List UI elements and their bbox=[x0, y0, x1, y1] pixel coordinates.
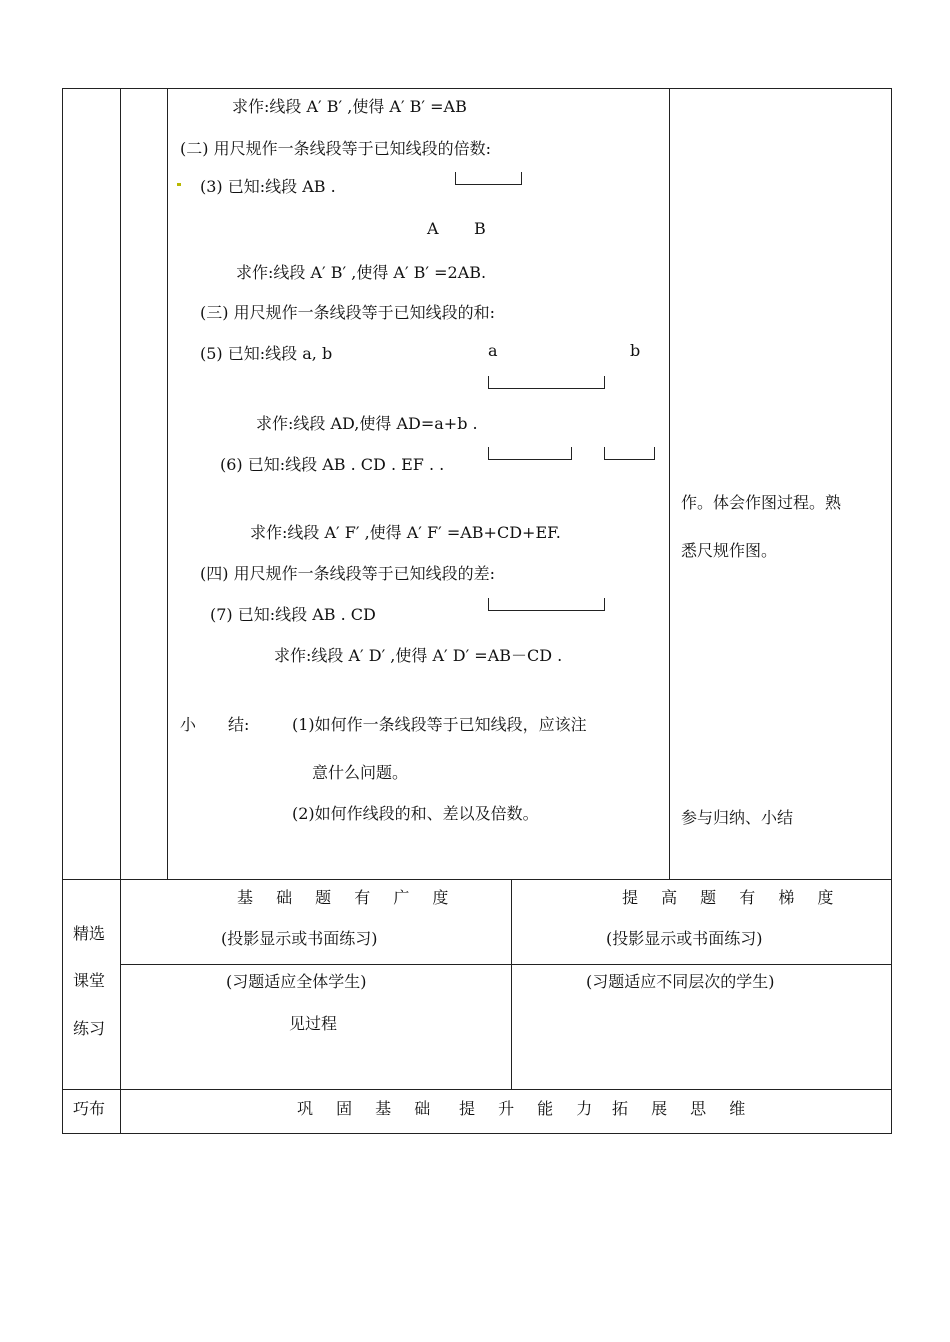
segment-ef-figure bbox=[604, 447, 655, 460]
basic-exercise-subtitle: (投影显示或书面练习) bbox=[221, 929, 378, 948]
col-divider-2 bbox=[167, 88, 168, 880]
row-divider-upper bbox=[62, 879, 892, 880]
advanced-exercise-note: (习题适应不同层次的学生) bbox=[586, 972, 775, 991]
segment-ab-figure bbox=[455, 172, 522, 185]
practice-inner-divider bbox=[120, 964, 892, 965]
table-top-border bbox=[62, 88, 892, 89]
point-label-b: B bbox=[474, 219, 486, 238]
advanced-exercise-subtitle: (投影显示或书面练习) bbox=[606, 929, 763, 948]
segment-label-b: b bbox=[630, 341, 641, 360]
item-6-requirement: 求作:线段 A′ F′ ,使得 A′ F′ =AB+CD+EF. bbox=[250, 523, 561, 542]
homework-item-3: 拓 展 思 维 bbox=[612, 1099, 755, 1118]
item-7-given: (7) 已知:线段 AB . CD bbox=[210, 605, 376, 624]
item-5-requirement: 求作:线段 AD,使得 AD=a+b . bbox=[256, 414, 478, 433]
segment-label-a: a bbox=[488, 341, 498, 360]
practice-label-line-1: 精选 bbox=[73, 924, 106, 943]
student-activity-text-1: 作。体会作图过程。熟 bbox=[681, 493, 842, 512]
table-bottom-border bbox=[62, 1133, 892, 1134]
table-right-border bbox=[891, 88, 892, 1134]
col-divider-1 bbox=[120, 88, 121, 1134]
segment-sum-figure bbox=[488, 376, 605, 389]
summary-point-2: (2)如何作线段的和、差以及倍数。 bbox=[292, 804, 539, 823]
segment-diff-figure bbox=[488, 598, 605, 611]
item-3-given: (3) 已知:线段 AB . bbox=[200, 177, 336, 196]
summary-point-1a: (1)如何作一条线段等于已知线段，应该注 bbox=[292, 715, 587, 734]
homework-item-1: 巩 固 基 础 bbox=[297, 1099, 440, 1118]
segment-cd-figure bbox=[488, 447, 572, 460]
advanced-exercise-title: 提 高 题 有 梯 度 bbox=[622, 888, 843, 907]
section-4-title: (四) 用尺规作一条线段等于已知线段的差: bbox=[200, 564, 495, 583]
basic-exercise-title: 基 础 题 有 广 度 bbox=[237, 888, 458, 907]
item-7-requirement: 求作:线段 A′ D′ ,使得 A′ D′ =AB－CD . bbox=[274, 646, 563, 665]
practice-label-line-2: 课堂 bbox=[73, 971, 106, 990]
basic-exercise-note: (习题适应全体学生) bbox=[226, 972, 367, 991]
item-3-requirement: 求作:线段 A′ B′ ,使得 A′ B′ =2AB. bbox=[236, 263, 487, 282]
row-divider-homework bbox=[62, 1089, 892, 1090]
point-label-a: A bbox=[427, 219, 439, 238]
construction-requirement-1: 求作:线段 A′ B′ ,使得 A′ B′ =AB bbox=[232, 97, 467, 116]
student-activity-text-2: 悉尺规作图。 bbox=[681, 541, 778, 560]
homework-item-2: 提 升 能 力 bbox=[459, 1099, 602, 1118]
item-5-given: (5) 已知:线段 a, b bbox=[200, 344, 333, 363]
margin-mark-dot bbox=[177, 183, 181, 186]
item-6-given: (6) 已知:线段 AB . CD . EF . . bbox=[220, 455, 445, 474]
section-2-title: (二) 用尺规作一条线段等于已知线段的倍数: bbox=[180, 139, 491, 158]
basic-exercise-content: 见过程 bbox=[289, 1014, 338, 1033]
practice-label-line-3: 练习 bbox=[73, 1019, 106, 1038]
student-activity-text-3: 参与归纳、小结 bbox=[681, 808, 794, 827]
practice-mid-divider bbox=[511, 879, 512, 1089]
table-left-border bbox=[62, 88, 63, 1134]
section-3-title: (三) 用尺规作一条线段等于已知线段的和: bbox=[200, 303, 495, 322]
summary-label: 小 结: bbox=[180, 715, 250, 734]
col-divider-3 bbox=[669, 88, 670, 880]
summary-point-1b: 意什么问题。 bbox=[312, 763, 409, 782]
homework-label: 巧布 bbox=[73, 1099, 106, 1118]
